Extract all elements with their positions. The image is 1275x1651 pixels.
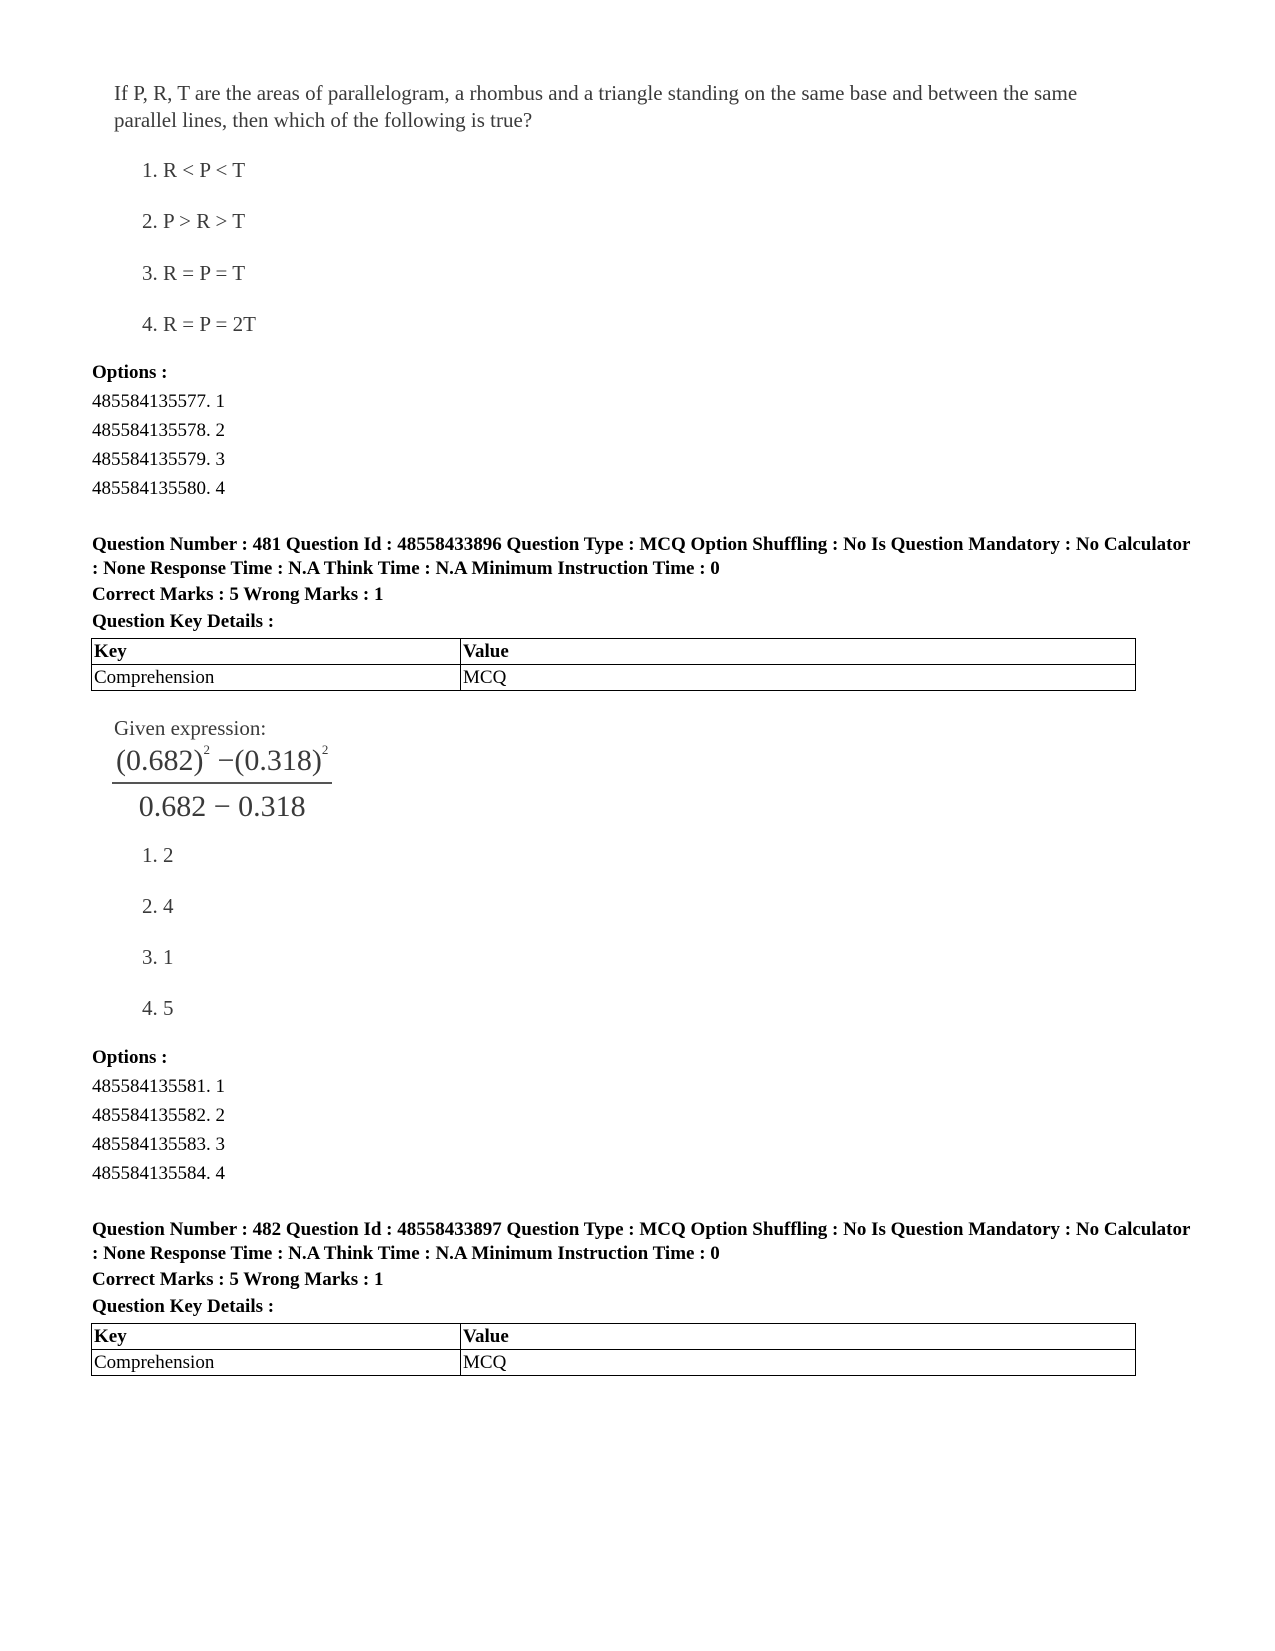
exponent: 2 — [203, 742, 210, 757]
choice-item: 2. 4 — [142, 894, 174, 918]
choice-item: 3. R = P = T — [142, 261, 246, 285]
key-details-table — [91, 1323, 1136, 1376]
table-cell: MCQ — [461, 665, 1136, 691]
table-header-row — [92, 1324, 1136, 1350]
options-list — [92, 1072, 225, 1188]
choice-item: 2. P > R > T — [142, 209, 246, 233]
option-item: 485584135582. 2 — [92, 1105, 225, 1126]
key-details-label: Question Key Details : — [92, 1296, 275, 1317]
table-header-cell: Value — [461, 639, 1136, 665]
marks: Correct Marks : 5 Wrong Marks : 1 — [92, 584, 384, 605]
option-item: 485584135581. 1 — [92, 1076, 225, 1097]
option-item: 485584135584. 4 — [92, 1163, 225, 1184]
table-cell: Comprehension — [92, 665, 461, 691]
numerator-term: −(0.318) — [209, 744, 322, 777]
options-label: Options : — [92, 1047, 168, 1068]
choice-item: 3. 1 — [142, 945, 174, 969]
table-row — [92, 1350, 1136, 1376]
given-expression-label: Given expression: — [114, 716, 267, 740]
options-list — [92, 387, 225, 503]
option-item: 485584135578. 2 — [92, 420, 225, 441]
table-cell: MCQ — [461, 1350, 1136, 1376]
fraction-numerator — [112, 742, 332, 784]
choice-item: 1. 2 — [142, 843, 174, 867]
key-details-table — [91, 638, 1136, 691]
table-header-cell: Value — [461, 1324, 1136, 1350]
option-item: 485584135577. 1 — [92, 391, 225, 412]
question-meta: Question Number : 481 Question Id : 48558433896 Question Type : MCQ Option Shuffling : No Is Question Mandatory : No Calculator : None Response Time : N.A Think Time : N.A Minimum Instruction Time : 0 — [92, 534, 1191, 579]
table-cell: Comprehension — [92, 1350, 461, 1376]
marks: Correct Marks : 5 Wrong Marks : 1 — [92, 1269, 384, 1290]
options-label: Options : — [92, 362, 168, 383]
choice-item: 1. R < P < T — [142, 158, 246, 182]
key-details-label: Question Key Details : — [92, 611, 275, 632]
option-item: 485584135579. 3 — [92, 449, 225, 470]
exponent: 2 — [321, 742, 329, 757]
expression-fraction — [112, 742, 332, 824]
question-text: If P, R, T are the areas of parallelogram, a rhombus and a triangle standing on the same base and between the same parallel lines, then which of the following is true? — [114, 81, 1078, 132]
choice-item: 4. R = P = 2T — [142, 312, 256, 336]
option-item: 485584135580. 4 — [92, 478, 225, 499]
table-header-row — [92, 639, 1136, 665]
fraction-denominator: 0.682 − 0.318 — [138, 790, 306, 823]
numerator-term: (0.682) — [116, 744, 204, 777]
table-header-cell: Key — [92, 639, 461, 665]
option-item: 485584135583. 3 — [92, 1134, 225, 1155]
choice-item: 4. 5 — [142, 996, 174, 1020]
table-header-cell: Key — [92, 1324, 461, 1350]
question-meta: Question Number : 482 Question Id : 48558433897 Question Type : MCQ Option Shuffling : No Is Question Mandatory : No Calculator : None Response Time : N.A Think Time : N.A Minimum Instruction Time : 0 — [92, 1219, 1191, 1264]
table-row — [92, 665, 1136, 691]
